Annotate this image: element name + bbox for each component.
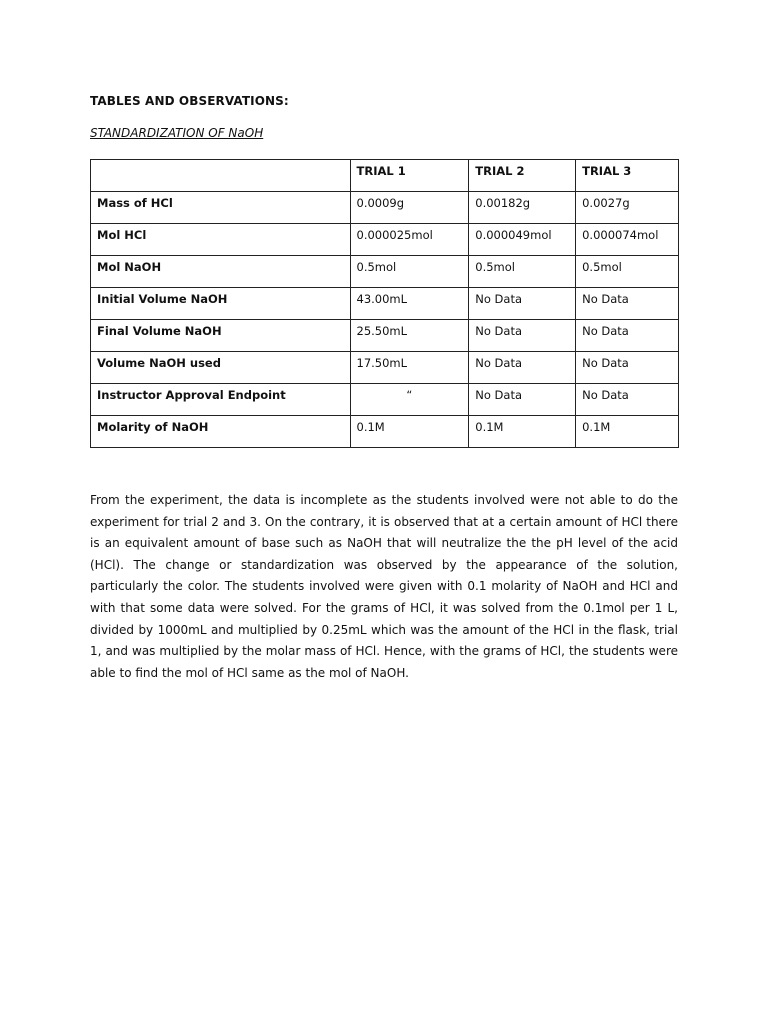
table-subheading: STANDARDIZATION OF NaOH: [90, 126, 264, 140]
table-header-row: [91, 160, 679, 192]
table-row: [91, 288, 679, 320]
table-cell: 0.0027g: [576, 192, 679, 224]
table-cell: 0.1M: [576, 416, 679, 448]
table-cell: 0.00182g: [469, 192, 576, 224]
header-cell-trial-3: TRIAL 3: [576, 160, 679, 192]
table-cell: No Data: [576, 352, 679, 384]
header-cell-trial-2: TRIAL 2: [469, 160, 576, 192]
table-cell: 0.000074mol: [576, 224, 679, 256]
header-cell-trial-1: TRIAL 1: [350, 160, 469, 192]
table-cell: 0.000025mol: [350, 224, 469, 256]
table-cell: No Data: [469, 352, 576, 384]
row-label: Mass of HCl: [91, 192, 351, 224]
table-cell: No Data: [576, 288, 679, 320]
table-cell: No Data: [576, 384, 679, 416]
table-cell: 0.1M: [350, 416, 469, 448]
table-row: [91, 384, 679, 416]
table-cell: No Data: [469, 320, 576, 352]
table-cell: 0.5mol: [576, 256, 679, 288]
observation-paragraph: From the experiment, the data is incomplete as the students involved were not able to do the experiment for trial 2 and 3. On the contrary, it is observed that at a certain amount of HCl there is an equivalent amount of base such as NaOH that will neutralize the the pH level of the acid (HCl). The change or standardization was observed by the appearance of the solution, particularly the color. The students involved were given with 0.1 molarity of NaOH and HCl and with that some data were solved. For the grams of HCl, it was solved from the 0.1mol per 1 L, divided by 1000mL and multiplied by 0.25mL which was the amount of the HCl in the flask, trial 1, and was multiplied by the molar mass of HCl. Hence, with the grams of HCl, the students were able to find the mol of HCl same as the mol of NaOH.: [90, 493, 678, 680]
row-label: Initial Volume NaOH: [91, 288, 351, 320]
table-cell: 0.5mol: [469, 256, 576, 288]
table-cell: 43.00mL: [350, 288, 469, 320]
table-cell: 0.0009g: [350, 192, 469, 224]
row-label: Final Volume NaOH: [91, 320, 351, 352]
table-cell: “: [350, 384, 469, 416]
table-row: [91, 192, 679, 224]
table-cell: No Data: [469, 288, 576, 320]
table-cell: 0.1M: [469, 416, 576, 448]
row-label: Volume NaOH used: [91, 352, 351, 384]
table-cell: 0.5mol: [350, 256, 469, 288]
table-cell: 0.000049mol: [469, 224, 576, 256]
row-label: Mol NaOH: [91, 256, 351, 288]
standardization-table: [90, 159, 679, 448]
table-cell: No Data: [576, 320, 679, 352]
row-label: Mol HCl: [91, 224, 351, 256]
row-label: Instructor Approval Endpoint: [91, 384, 351, 416]
table-cell: 17.50mL: [350, 352, 469, 384]
section-heading: TABLES AND OBSERVATIONS:: [90, 94, 289, 108]
table-row: [91, 320, 679, 352]
table-row: [91, 256, 679, 288]
table-row: [91, 416, 679, 448]
table-cell: 25.50mL: [350, 320, 469, 352]
header-cell-empty: [91, 160, 351, 192]
row-label: Molarity of NaOH: [91, 416, 351, 448]
table-row: [91, 224, 679, 256]
table-row: [91, 352, 679, 384]
table-cell: No Data: [469, 384, 576, 416]
